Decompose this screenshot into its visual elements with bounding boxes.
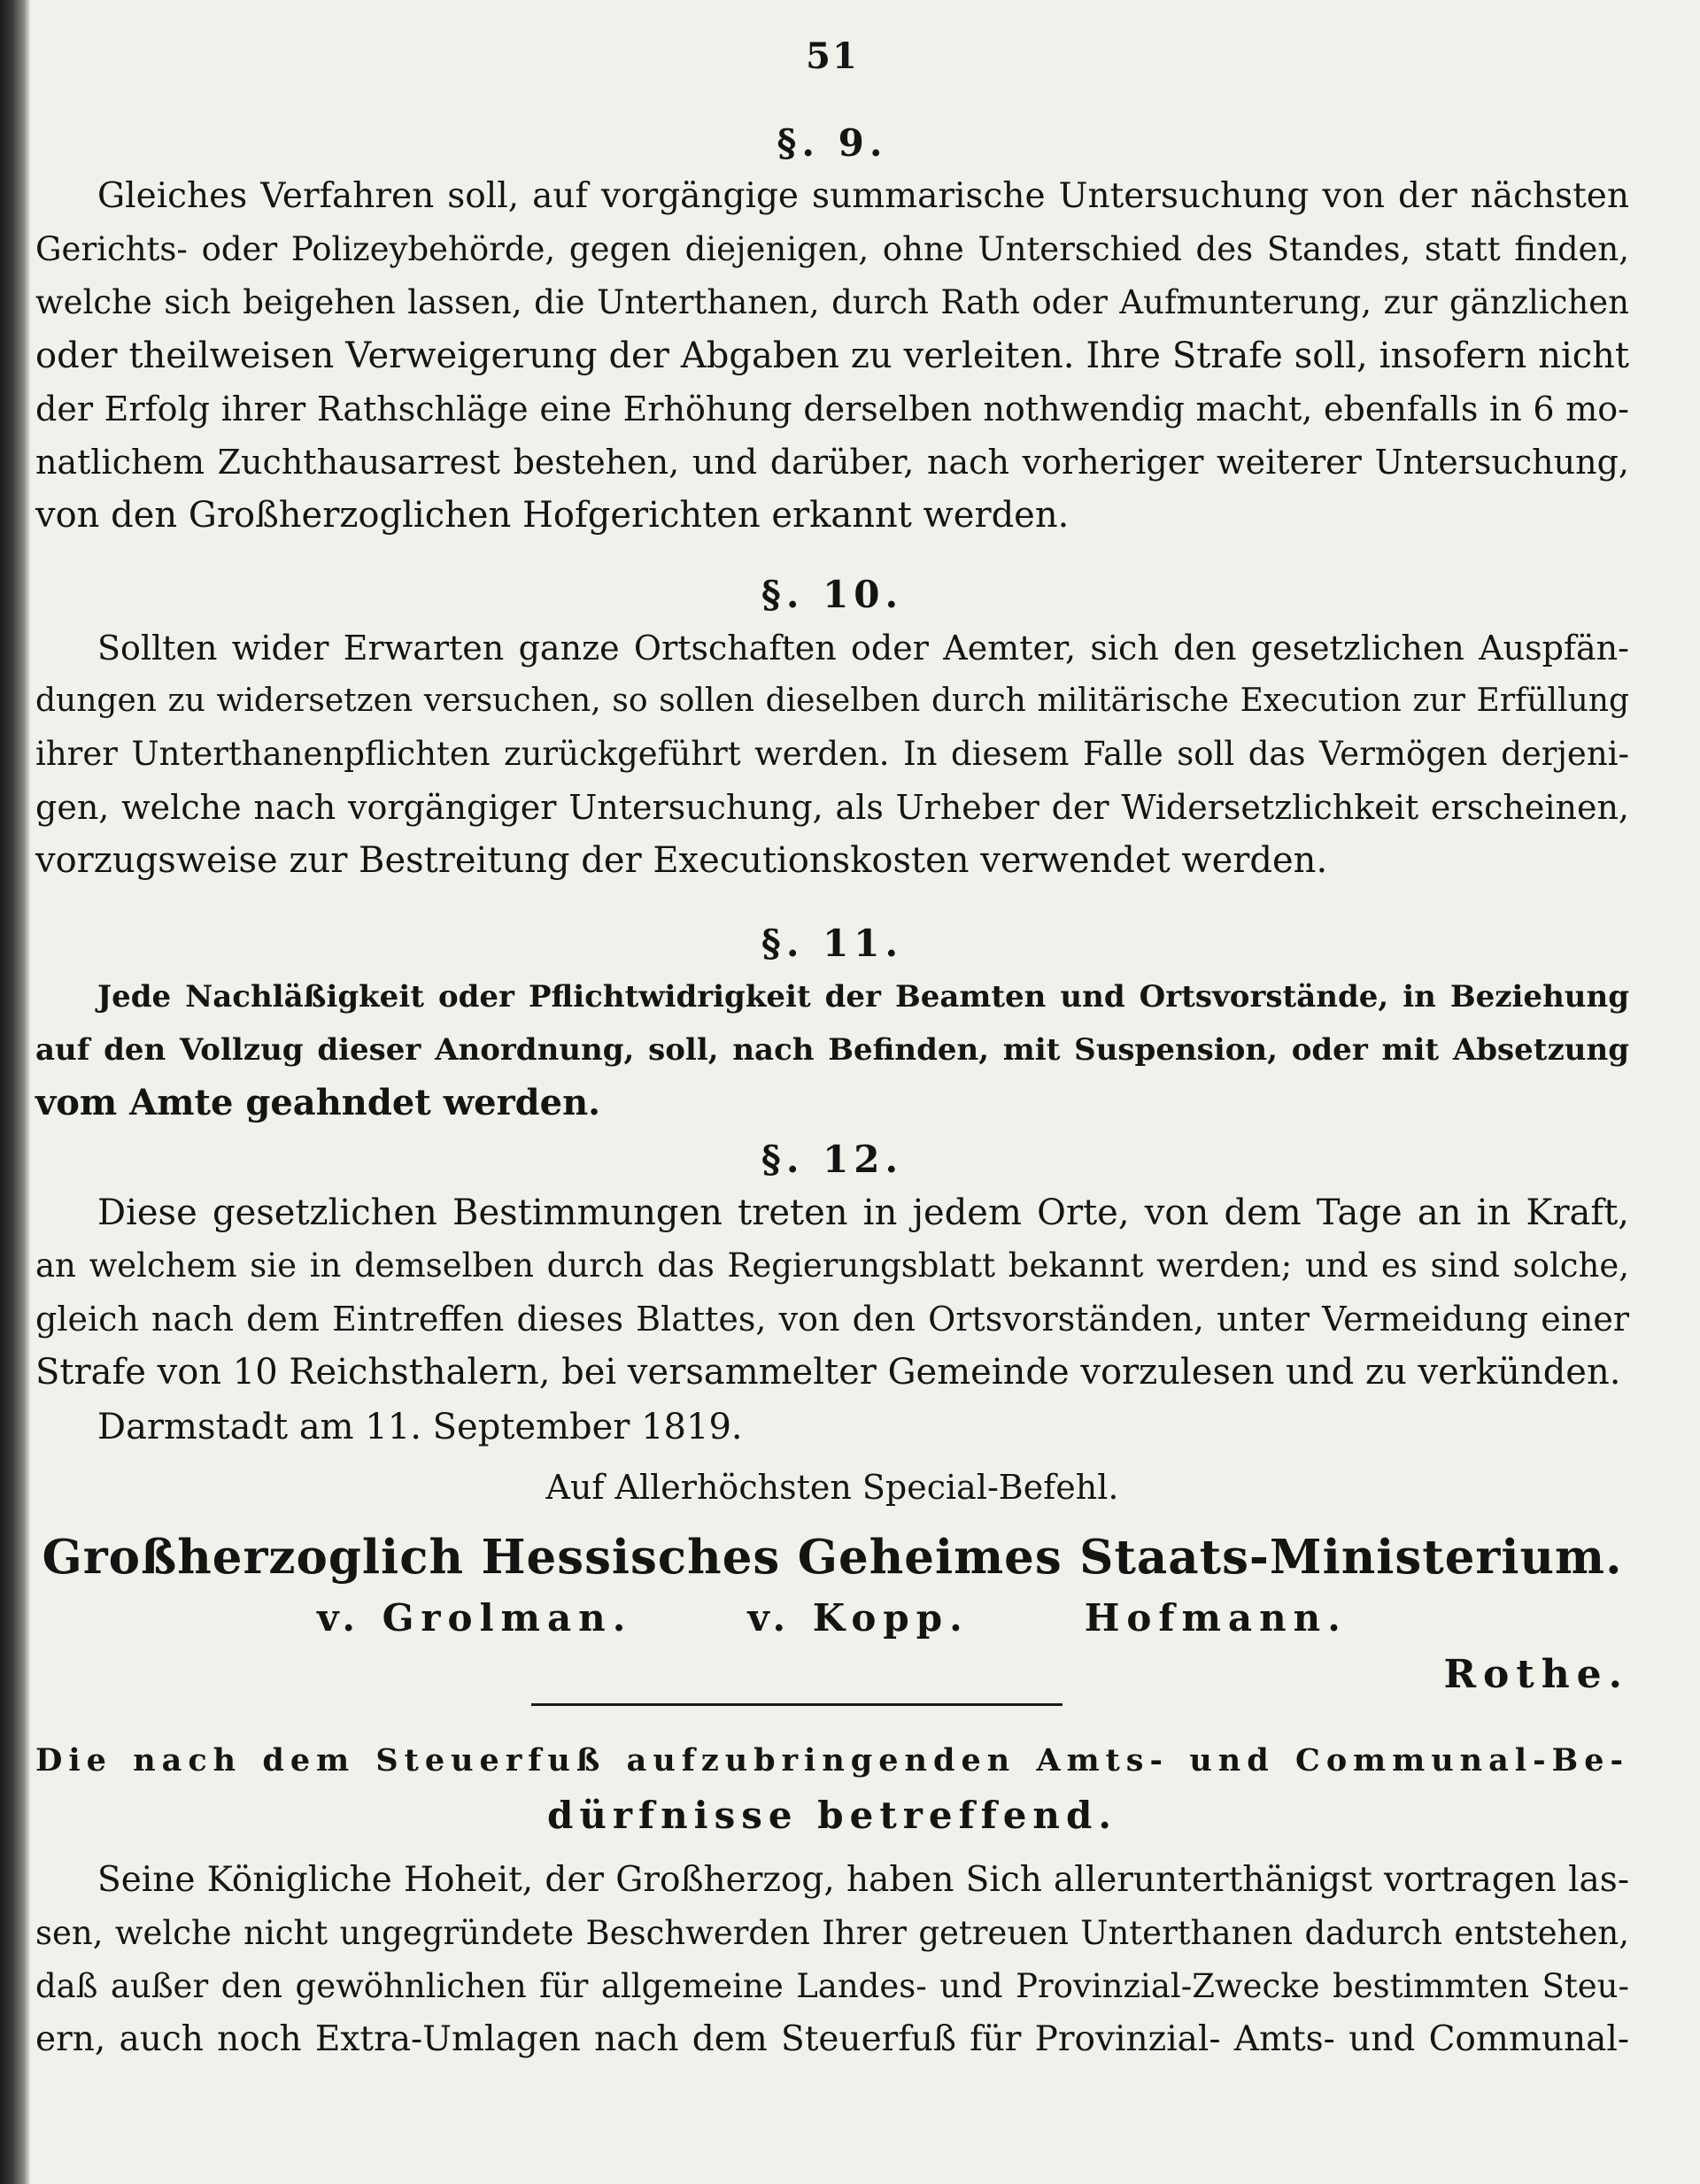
text-line: der Erfolg ihrer Rathschläge eine Erhöhung derselben nothwendig macht, ebenfalls in 6 mo- xyxy=(35,390,1629,428)
binding-shadow xyxy=(0,0,30,2184)
text-line: dungen zu widersetzen versuchen, so sollen dieselben durch militärische Execution zur Erfüllung xyxy=(35,683,1629,719)
section-10 xyxy=(35,568,1629,887)
section-heading: §. 9. xyxy=(777,121,888,165)
text-line: Strafe von 10 Reichsthalern, bei versammelter Gemeinde vorzulesen und zu verkünden. xyxy=(35,1352,1621,1393)
ministry-line: Großherzoglich Hessisches Geheimes Staats-Ministerium. xyxy=(42,1530,1623,1585)
section-9 xyxy=(35,117,1629,542)
text-line: natlichem Zuchthausarrest bestehen, und darüber, nach vorheriger weiterer Untersuchung, xyxy=(35,443,1629,482)
text-line: sen, welche nicht ungegründete Beschwerden Ihrer getreuen Unterthanen dadurch entstehen, xyxy=(35,1914,1629,1952)
text-line: gen, welche nach vorgängiger Untersuchung, als Urheber der Widersetzlichkeit erscheinen, xyxy=(35,788,1629,827)
text-line: an welchem sie in demselben durch das Regierungsblatt bekannt werden; und es sind solche, xyxy=(35,1246,1629,1285)
text-line: von den Großherzoglichen Hofgerichten erkannt werden. xyxy=(35,495,1070,536)
text-line: welche sich beigehen lassen, die Unterthanen, durch Rath oder Aufmunterung, zur gänzlichen xyxy=(35,283,1629,321)
countersigner: Rothe. xyxy=(1443,1652,1629,1697)
page-number: 51 xyxy=(806,35,859,77)
document-page xyxy=(35,0,1629,2184)
section-heading: §. 12. xyxy=(761,1138,904,1181)
signers-row xyxy=(35,1592,1629,1645)
text-line: vom Amte geahndet werden. xyxy=(35,1082,601,1123)
text-line: Gleiches Verfahren soll, auf vorgängige summarische Untersuchung von der nächsten xyxy=(97,176,1629,216)
article-title-line: dürfnisse betreffend. xyxy=(547,1794,1117,1837)
article-body xyxy=(35,1854,1629,2066)
date-line: Darmstadt am 11. September 1819. xyxy=(97,1407,743,1447)
text-line: daß außer den gewöhnlichen für allgemeine Landes- und Provinzial-Zwecke bestimmten Steu- xyxy=(35,1967,1629,2005)
text-line: Jede Nachläßigkeit oder Pflichtwidrigkeit der Beamten und Ortsvorstände, in Beziehung xyxy=(97,979,1629,1015)
article-title-line: Die nach dem Steuerfuß aufzubringenden Amts- und Communal-Be- xyxy=(35,1742,1629,1779)
section-heading: §. 11. xyxy=(761,922,904,965)
text-line: Sollten wider Erwarten ganze Ortschaften oder Aemter, sich den gesetzlichen Auspfän- xyxy=(97,629,1629,668)
authority-line: Auf Allerhöchsten Special-Befehl. xyxy=(545,1468,1119,1507)
signer-name: v. Kopp. xyxy=(747,1596,970,1640)
signer-name: v. Grolman. xyxy=(317,1596,633,1640)
text-line: ern, auch noch Extra-Umlagen nach dem Steuerfuß für Provinzial- Amts- und Communal- xyxy=(35,2019,1629,2059)
text-line: oder theilweisen Verweigerung der Abgaben zu verleiten. Ihre Strafe soll, insofern nicht xyxy=(35,336,1629,376)
text-line: ihrer Unterthanenpflichten zurückgeführt werden. In diesem Falle soll das Vermögen derjeni- xyxy=(35,735,1629,773)
section-12 xyxy=(35,1133,1629,1399)
signer-name: Hofmann. xyxy=(1084,1596,1348,1640)
text-line: Seine Königliche Hoheit, der Großherzog, haben Sich allerunterthänigst vortragen las- xyxy=(97,1860,1629,1900)
text-line: gleich nach dem Eintreffen dieses Blattes, von den Ortsvorständen, unter Vermeidung einer xyxy=(35,1300,1629,1339)
section-divider xyxy=(531,1703,1062,1706)
text-line: Gerichts- oder Polizeybehörde, gegen diejenigen, ohne Unterschied des Standes, statt finden, xyxy=(35,230,1629,268)
text-line: Diese gesetzlichen Bestimmungen treten in jedem Orte, von dem Tage an in Kraft, xyxy=(97,1192,1629,1233)
text-line: vorzugsweise zur Bestreitung der Executionskosten verwendet werden. xyxy=(35,840,1328,881)
article-title xyxy=(35,1733,1629,1843)
text-line: auf den Vollzug dieser Anordnung, soll, nach Befinden, mit Suspension, oder mit Absetzung xyxy=(35,1032,1629,1068)
section-heading: §. 10. xyxy=(761,573,904,616)
section-11 xyxy=(35,917,1629,1130)
